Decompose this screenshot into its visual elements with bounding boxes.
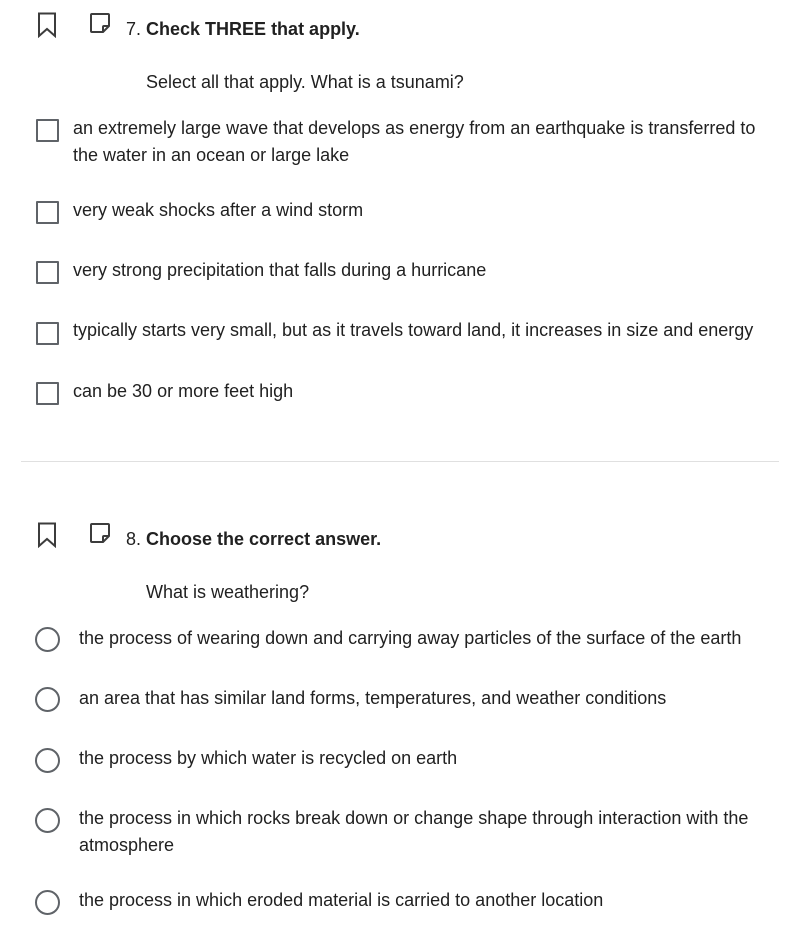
question-number: 8. — [126, 529, 142, 549]
option-label: typically starts very small, but as it travels toward land, it increases in size and energy — [73, 320, 754, 340]
note-icon[interactable] — [88, 521, 112, 545]
checkbox[interactable] — [36, 261, 59, 284]
option-label: the process by which water is recycled on earth — [79, 748, 458, 768]
question-divider — [21, 461, 779, 462]
question-instruction: Choose the correct answer. — [146, 529, 382, 549]
option-label: the process in which rocks break down or change shape through interaction with the atmosphere — [79, 808, 749, 855]
option-label: can be 30 or more feet high — [73, 381, 294, 401]
option-label: very weak shocks after a wind storm — [73, 200, 364, 220]
checkbox[interactable] — [36, 382, 59, 405]
radio-button[interactable] — [35, 627, 60, 652]
radio-option[interactable] — [0, 808, 800, 862]
checkbox[interactable] — [36, 119, 59, 142]
bookmark-icon[interactable] — [37, 12, 57, 38]
question-title — [126, 18, 360, 40]
checkbox[interactable] — [36, 201, 59, 224]
option-label: the process in which eroded material is carried to another location — [79, 890, 604, 910]
radio-button[interactable] — [35, 687, 60, 712]
radio-option[interactable] — [0, 890, 800, 920]
question-number: 7. — [126, 19, 142, 39]
checkbox-option[interactable] — [0, 199, 800, 229]
question-instruction: Check THREE that apply. — [146, 19, 360, 39]
radio-option[interactable] — [0, 626, 800, 656]
checkbox-option[interactable] — [0, 319, 800, 349]
checkbox-option[interactable] — [0, 259, 800, 289]
radio-option[interactable] — [0, 687, 800, 717]
checkbox-option[interactable] — [0, 380, 800, 410]
bookmark-icon[interactable] — [37, 522, 57, 548]
question-8 — [0, 510, 800, 949]
question-7 — [0, 0, 800, 440]
checkbox-option[interactable] — [0, 117, 800, 171]
option-label: an area that has similar land forms, temperatures, and weather conditions — [79, 688, 667, 708]
radio-option[interactable] — [0, 748, 800, 778]
option-label: the process of wearing down and carrying away particles of the surface of the earth — [79, 628, 742, 648]
question-prompt: What is weathering? — [146, 582, 310, 602]
checkbox[interactable] — [36, 322, 59, 345]
radio-button[interactable] — [35, 890, 60, 915]
question-title — [126, 528, 381, 550]
question-prompt: Select all that apply. What is a tsunami? — [146, 72, 464, 92]
radio-button[interactable] — [35, 748, 60, 773]
option-label: very strong precipitation that falls during a hurricane — [73, 260, 487, 280]
radio-button[interactable] — [35, 808, 60, 833]
note-icon[interactable] — [88, 11, 112, 35]
option-label: an extremely large wave that develops as energy from an earthquake is transferred to the water in an ocean or large lake — [73, 118, 756, 165]
